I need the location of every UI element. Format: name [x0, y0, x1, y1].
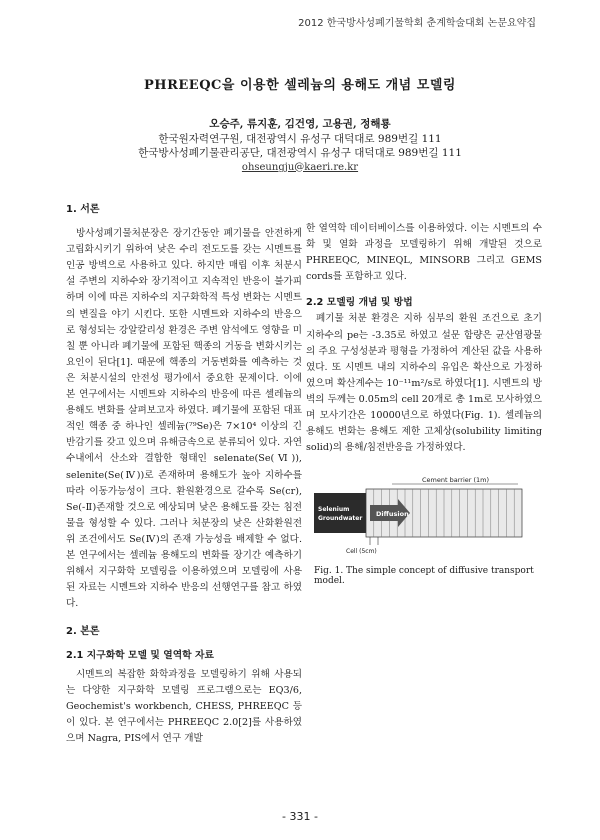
- author-block: [0, 117, 600, 175]
- right-column: [306, 221, 542, 456]
- left-column: [66, 202, 302, 747]
- figure-caption: Fig. 1. The simple concept of diffusive transport model.: [314, 566, 534, 586]
- affiliation-1: 한국원자력연구원, 대전광역시 유성구 대덕대로 989번길 111: [158, 132, 442, 145]
- author-email[interactable]: ohseungju@kaeri.re.kr: [241, 161, 359, 173]
- journal-header: 2012 한국방사성폐기물학회 춘계학술대회 논문요약집: [298, 18, 536, 29]
- groundwater-label: Groundwater: [318, 515, 363, 522]
- subsection-2-1-paragraph: 시멘트의 복잡한 화학과정을 모델링하기 위해 사용되는 다양한 지구화학 모델링 프로그램으로는 EQ3/6, Geochemist's workbench, CHESS, PHREEQC 등이 있다. 본 연구에서는 PHREEQC 2.0[2]를 사용하였으며 Nagra, PIS에서 연구 개발: [66, 668, 302, 744]
- affiliation-2: 한국방사성폐기물관리공단, 대전광역시 유성구 대덕대로 989번길 111: [138, 147, 462, 159]
- page-number: - 331 -: [282, 810, 318, 823]
- subsection-2-2-heading: 2.2 모델링 개념 및 방법: [306, 297, 413, 309]
- selenium-label: Selenium: [318, 506, 350, 513]
- intro-paragraph: 방사성폐기물처분장은 장기간동안 폐기물을 안전하게 고립화시키기 위하여 낮은 수리 전도도를 갖는 시멘트를 인공 방벽으로 사용하고 있다. 하지만 매립 이후 처분시설 주변의 지하수와 장기적이고 지속적인 반응이 불가피하며 이에 따른 지하수의 지구화학적 특성 변화는 시멘트의 변질을 야기 시킨다. 또한 시멘트와 지하수의 반응으로 형성되는 강알칼리성 환경은 주변 암석에도 영향을 미칠 뿐 아니라 폐기물에 포함된 핵종의 거동을 변화시키는 요인이 된다[1]. 때문에 핵종의 거동변화를 예측하는 것은 처분시설의 안전성 평가에서 중요한 문제이다. 이에 본 연구에서는 시멘트와 지하수의 반응에 따른 셀레늄의 용해도 변화를 살펴보고자 하였다. 폐기물에 포함된 대표적인 핵종 중 하나인 셀레늄(⁷⁹Se)은 7×10⁴ 이상의 긴 반감기를 갖고 있으며 유해금속으로 분류되어 있다. 자연수내에서 산소와 결합한 형태인 selenate(Se(Ⅵ)), selenite(Se(Ⅳ))로 존재하며 용해도가 높아 지하수를 따라 이동가능성이 크다. 환원환경으로 갈수록 Se(cr), Se(-Ⅱ)존재할 것으로 예상되며 낮은 용해도를 갖는 침전물을 형성할 수 있다. 그러나 처분장의 낮은 산화환원전위 조건에서도 Se(Ⅳ)의 존재 가능성을 배제할 수 없다. 본 연구에서는 셀레늄 용해도의 변화를 장기간 예측하기 위해서 지구화학 모델링을 이용하였으며 모델링에 사용된 자료는 시멘트와 지하수 반응의 선행연구를 참고 하였다.: [66, 228, 302, 610]
- cell-label: Cell (5cm): [346, 548, 377, 555]
- paper-title: PHREEQC을 이용한 셀레늄의 용해도 개념 모델링: [144, 78, 456, 93]
- section-intro-heading: 1. 서론: [66, 204, 100, 215]
- subsection-2-2-paragraph: 폐기물 처분 환경은 지하 심부의 환원 조건으로 초기 지하수의 pe는 -3.35로 하였고 설문 함량은 균산염광물의 주요 구성성분과 평형을 가정하여 계산된 값을 사용하였다. 또 시멘트 내의 지하수의 유입은 확산으로 가정하였으며 확산계수는 10⁻¹¹m²/s로 하였다[1]. 시멘트의 방벽의 두께는 0.05m의 cell 20개로 총 1m로 모사하였으며 모사기간은 10000년으로 하였다(Fig. 1). 셀레늄의 용해도 변화는 용해도 제한 고체상(solubility limiting solid)의 용해/침전반응을 가정하였다.: [306, 313, 542, 454]
- author-names: 오승주, 류지훈, 김건영, 고용권, 정해룡: [209, 118, 391, 130]
- section-body-heading: 2. 본론: [66, 626, 100, 638]
- diffusion-label: Diffusion: [376, 510, 409, 518]
- continued-paragraph: 한 열역학 데이터베이스를 이용하였다. 이는 시멘트의 수화 및 열화 과정을 모델링하기 위해 개발된 것으로 PHREEQC, MINEQL, MINSORB 그리고 GEMS cords를 포함하고 있다.: [306, 223, 542, 283]
- diffusion-model-figure: [310, 473, 546, 578]
- groundwater-block: [314, 493, 366, 533]
- barrier-label: Cement barrier (1m): [422, 476, 490, 484]
- subsection-2-1-heading: 2.1 지구화학 모델 및 열역학 자료: [66, 650, 214, 662]
